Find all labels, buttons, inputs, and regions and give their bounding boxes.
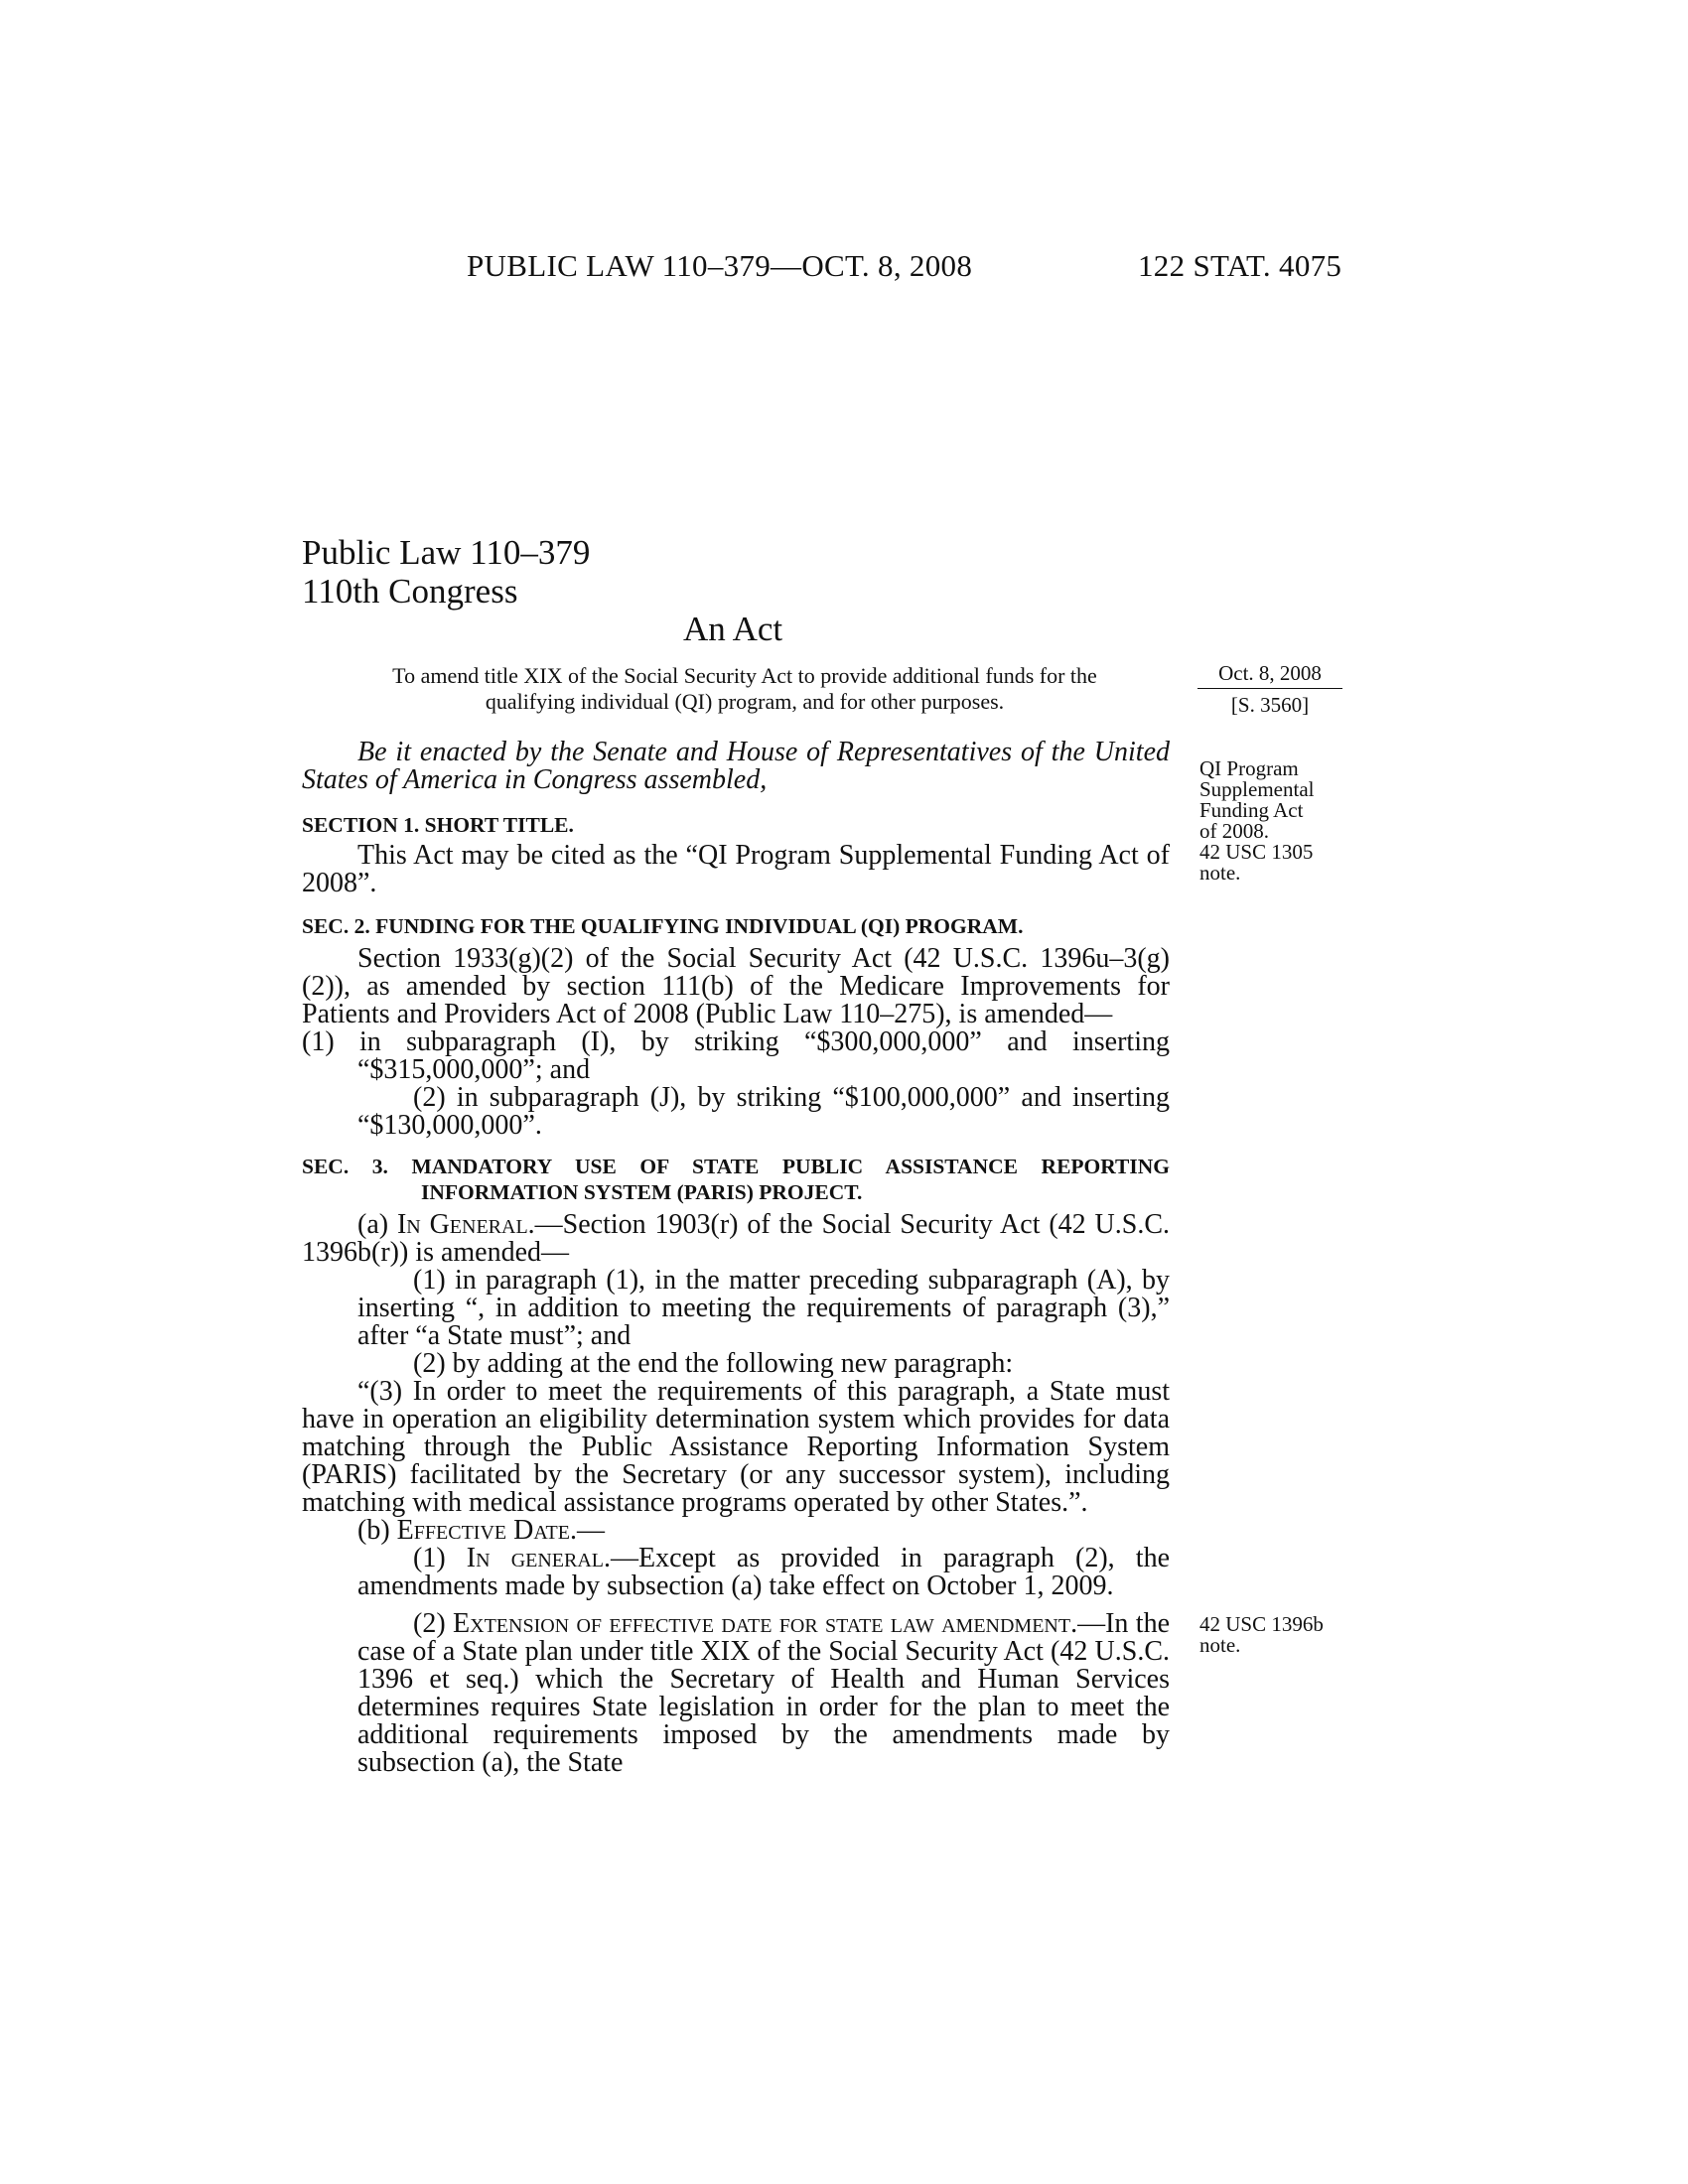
subsection-b-dash: .— [569,1515,605,1546]
margin-effective-date-note: 42 USC 1396b note. [1199,1612,1324,1657]
section-3-a-2-quote: “(3) In order to meet the requirements of this paragraph, a State must have in operation an eligibility determination system which provides for data matching through the Public Assistance Reporting Information System (PARIS) facilitated by the Secretary (or any successor system), including matching with medical assistance programs operated by other States.”. [302,1376,1170,1518]
margin-short-title-note: QI Program Supplemental Funding Act of 2008. 42 USC 1305 note. [1199,756,1315,885]
an-act-heading: An Act [683,610,783,648]
section-2-item-2-wrap [302,1084,1170,1140]
b-1-open: (1) [413,1543,467,1573]
b-1-label: In general [466,1543,605,1573]
subsection-b-open: (b) [357,1515,397,1546]
section-3-b-1 [302,1545,1170,1600]
margin-date: Oct. 8, 2008 [1218,661,1322,685]
section-3-a-1: (1) in paragraph (1), in the matter preceding subparagraph (A), by inserting “, in addition to meeting the requirements of paragraph (3),” after “a State must”; and [357,1265,1170,1351]
b-2-label: Extension of effective date for state law amendment [453,1608,1071,1639]
subsection-a-label: In General [396,1209,528,1240]
subsection-a-open: (a) [357,1209,397,1240]
subsection-b-label: Effective Date [396,1515,570,1546]
margin-bill-number: [S. 3560] [1230,693,1310,717]
section-2-item-2: (2) in subparagraph (J), by striking “$100,000,000” and inserting “$130,000,000”. [357,1082,1170,1141]
b-2-text: .—In the case of a State plan under title XIX of the Social Security Act (42 U.S.C. 1396 et seq.) which the Secretary of Health and Human Services determines requires State legislation in order for the plan to meet the additional requirements imposed by the amendments made by subsection (a), the State [357,1608,1171,1778]
section-1-text: This Act may be cited as the “QI Program Supplemental Funding Act of 2008”. [302,840,1170,898]
section-2-intro: Section 1933(g)(2) of the Social Security Act (42 U.S.C. 1396u–3(g)(2)), as amended by section 111(b) of the Medicare Improvements for Patients and Providers Act of 2008 (Public Law 110–275), is amended— [302,943,1170,1029]
section-2-item-1: (1) in subparagraph (I), by striking “$300,000,000” and inserting “$315,000,000”; and [302,1026,1170,1085]
subsection-a-text: .—Section 1903(r) of the Social Security Act (42 U.S.C. 1396b(r)) is amended— [302,1209,1170,1268]
section-2-body [302,945,1170,1140]
main-text-column [302,739,1170,1777]
congress-number: 110th Congress [302,572,518,611]
section-3-subsection-a [302,1211,1170,1267]
running-header-stat: 122 STAT. 4075 [1138,248,1342,283]
b-2-open: (2) [413,1608,454,1639]
section-2-heading: SEC. 2. FUNDING FOR THE QUALIFYING INDIVIDUAL (QI) PROGRAM. [302,914,1024,938]
running-header-law: PUBLIC LAW 110–379—OCT. 8, 2008 [467,248,973,283]
section-3-subsection-b [302,1517,1170,1545]
section-3-heading: SEC. 3. MANDATORY USE OF STATE PUBLIC ASSISTANCE REPORTING INFORMATION SYSTEM (PARIS) PROJECT. [302,1155,1170,1204]
enacting-clause: Be it enacted by the Senate and House of Representatives of the United States of America in Congress assembled, [302,737,1170,795]
b-1-text: .—Except as provided in paragraph (2), the amendments made by subsection (a) take effect on October 1, 2009. [357,1543,1170,1601]
section-3-b-2 [302,1610,1170,1777]
act-purpose: To amend title XIX of the Social Security Act to provide additional funds for the qualifying individual (QI) program, and for other purposes. [392,663,1097,714]
section-3-a-2: (2) by adding at the end the following new paragraph: [413,1348,1014,1379]
margin-rule [1197,688,1342,689]
public-law-number: Public Law 110–379 [302,533,591,572]
section-1-heading: SECTION 1. SHORT TITLE. [302,813,574,837]
section-3-body [302,1211,1170,1777]
